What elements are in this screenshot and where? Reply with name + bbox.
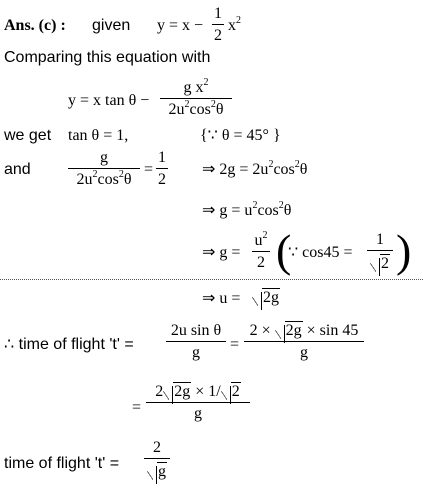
one-numerator: 1 (376, 231, 384, 248)
fraction-bar (146, 402, 250, 403)
tof1-denominator: g (192, 344, 200, 361)
sqrt-symbol (147, 462, 167, 480)
tof2-numerator (244, 321, 364, 339)
radicand: g (158, 463, 166, 480)
tof3-numerator (146, 382, 250, 400)
times-sin45: × sin 45 (306, 322, 359, 339)
fraction-bar (252, 251, 270, 252)
tof1-equals: = (230, 336, 240, 353)
radicand: 2 (231, 383, 240, 400)
u-text: u (254, 232, 263, 249)
given-equation-rhs: $x^2$ (228, 15, 241, 34)
fraction-bar (244, 341, 364, 342)
tan-theta-equation: tan θ = 1, (68, 127, 129, 144)
u2-numerator: $u^2$ (254, 230, 268, 249)
given-label: given (92, 17, 131, 34)
and-fraction (68, 150, 140, 188)
given-fraction-denominator: 2 (214, 27, 222, 44)
u2-over-2 (252, 230, 270, 271)
u-value (252, 288, 280, 306)
given-x-term: x (228, 17, 236, 34)
we-get-label: we get (4, 127, 52, 144)
left-paren: ( (276, 225, 292, 276)
implies-2g: ⇒ $2g = 2u^2\cos^2\theta$ (202, 159, 308, 178)
and-fraction-numerator: g (100, 149, 108, 166)
numerator-text: g x (183, 79, 204, 96)
final-denominator (144, 462, 170, 480)
fraction-bar (212, 24, 224, 25)
general-fraction-denominator: $2u^2\cos^2\theta$ (168, 99, 224, 118)
and-label: and (4, 161, 31, 178)
radicand: 2g (263, 289, 279, 306)
radicand: 2g (174, 383, 191, 400)
two-denominator: 2 (257, 254, 265, 271)
and-fraction-denominator: $2u^2\cos^2\theta$ (76, 169, 132, 188)
tof2-denominator: g (300, 344, 308, 361)
tof-fraction-1 (166, 323, 226, 361)
fraction-bar (68, 168, 140, 169)
tof-fraction-2 (244, 321, 364, 361)
general-equation-fraction (160, 77, 232, 118)
radicand: 2g (285, 322, 302, 339)
given-equation-fraction (212, 6, 224, 44)
fraction-bar (144, 458, 170, 459)
because-cos45: ∵ cos45 = (288, 244, 353, 261)
half-denominator: 2 (158, 171, 166, 188)
fraction-bar (367, 250, 393, 251)
theta-note: {∵ θ = 45° } (200, 127, 281, 144)
general-equation-lhs: y = x tan θ − (68, 92, 150, 109)
half-numerator: 1 (158, 149, 166, 166)
and-equals: = (144, 161, 154, 178)
fraction-bar (166, 341, 226, 342)
dotted-divider (0, 279, 423, 280)
times-one-over: × 1/ (195, 383, 221, 400)
tof3-denominator: g (194, 405, 202, 422)
tof2-equals: = (132, 399, 142, 416)
final-fraction (144, 440, 170, 480)
sqrt-symbol (221, 382, 241, 400)
tof-fraction-3 (146, 382, 250, 422)
time-of-flight-label-2: time of flight 't' = (4, 455, 120, 472)
final-numerator: 2 (153, 439, 161, 456)
tof1-numerator: 2u sin θ (170, 322, 222, 339)
given-fraction-numerator: 1 (214, 5, 222, 22)
time-of-flight-label-1: ∴ time of flight 't' = (4, 336, 134, 353)
implies-g-half: ⇒ g = (202, 244, 241, 261)
implies-g-u2: ⇒ $g = u^2\cos^2\theta$ (202, 200, 292, 219)
radicand: 2 (381, 255, 389, 272)
root2-denominator (367, 254, 393, 272)
one-over-root2 (367, 232, 393, 272)
two-times: 2 × (249, 322, 271, 339)
general-fraction-numerator: g $x^2$ (183, 77, 209, 96)
right-paren: ) (396, 225, 412, 276)
two: 2 (155, 383, 164, 400)
sqrt-symbol (163, 382, 191, 400)
implies-u: ⇒ u = (202, 290, 241, 307)
sqrt-symbol (252, 288, 280, 306)
comparing-text: Comparing this equation with (4, 49, 211, 66)
sqrt-symbol (370, 254, 390, 272)
fraction-bar (160, 98, 232, 99)
half-fraction (156, 150, 168, 188)
sqrt-symbol (275, 321, 303, 339)
given-equation-lhs: y = x − (157, 17, 204, 34)
answer-label: Ans. (c) : (4, 17, 66, 34)
fraction-bar (156, 168, 168, 169)
